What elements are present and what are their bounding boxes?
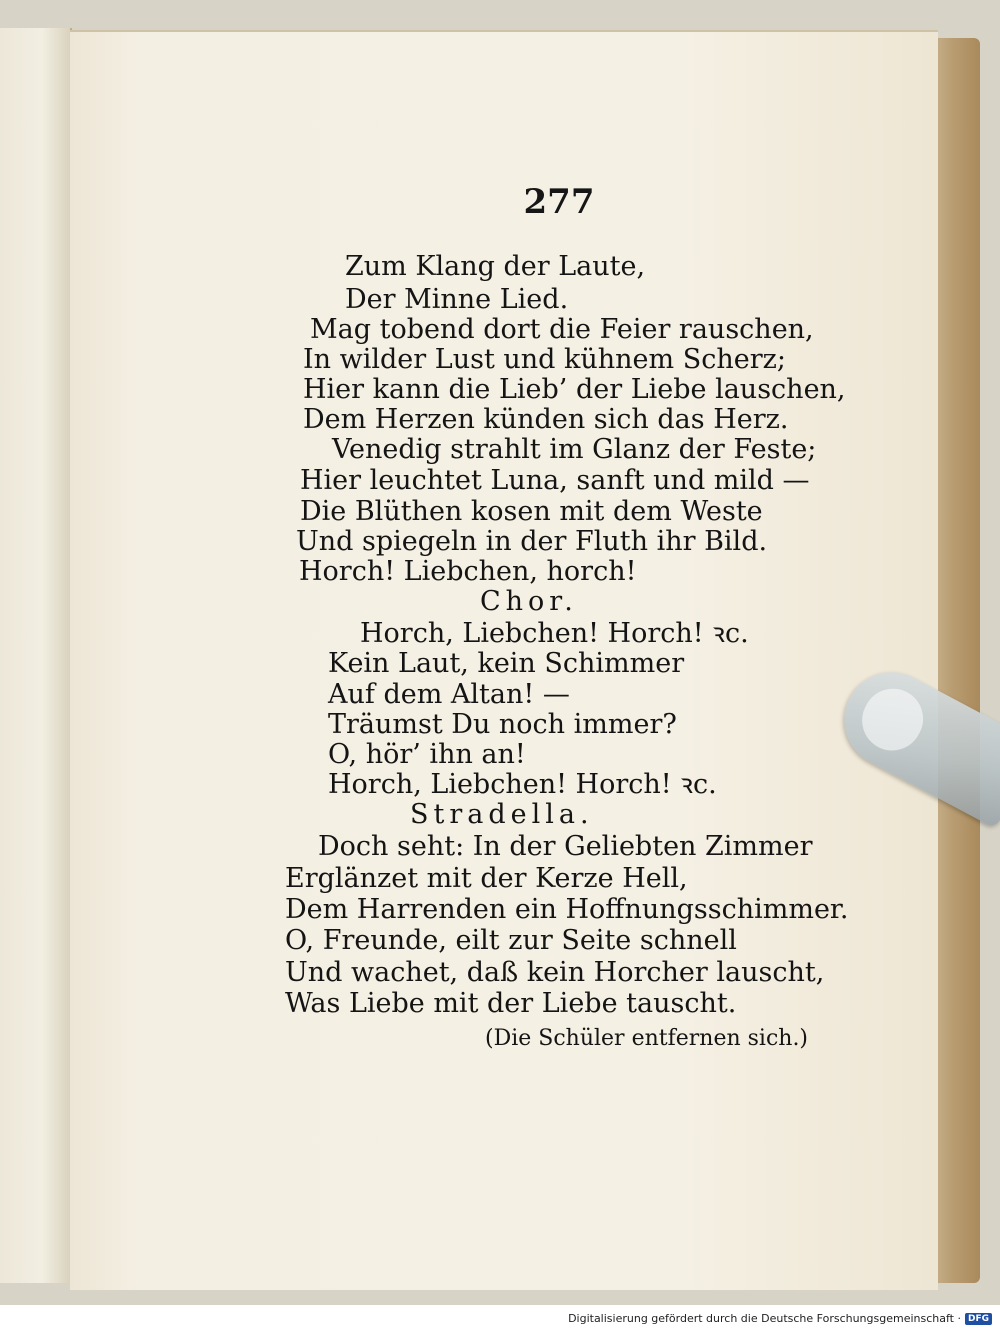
facing-page-edge [0,28,72,1283]
text-line: Zum Klang der Laute, [345,251,646,282]
stage-direction: (Die Schüler entfernen sich.) [485,1026,809,1051]
text-line: Was Liebe mit der Liebe tauscht. [285,988,737,1019]
text-line: Horch, Liebchen! Horch! ꝛc. [360,618,749,649]
text-line: Dem Harrenden ein Hoffnungsschimmer. [285,894,849,925]
text-line: Hier leuchtet Luna, sanft und mild — [300,465,810,496]
text-line: Und wachet, daß kein Horcher lauscht, [285,957,825,988]
text-line: Auf dem Altan! — [328,679,570,710]
text-line: Horch, Liebchen! Horch! ꝛc. [328,769,717,800]
text-line: O, hör’ ihn an! [328,739,526,770]
text-line: Und spiegeln in der Fluth ihr Bild. [296,526,768,557]
dfg-logo: DFG [965,1313,992,1325]
footer-credit: Digitalisierung gefördert durch die Deutsche Forschungsgemeinschaft · [568,1312,961,1325]
text-line: Träumst Du noch immer? [328,709,677,740]
text-line: Der Minne Lied. [345,284,569,315]
text-line: Doch seht: In der Geliebten Zimmer [318,831,813,862]
text-line: Mag tobend dort die Feier rauschen, [310,314,814,345]
book-page [70,30,938,1290]
text-line: Die Blüthen kosen mit dem Weste [300,496,763,527]
speaker-heading: Chor. [480,586,578,617]
text-line: O, Freunde, eilt zur Seite schnell [285,925,737,956]
speaker-heading: Stradella. [410,799,594,830]
text-line: In wilder Lust und kühnem Scherz; [303,344,786,375]
text-line: Dem Herzen künden sich das Herz. [303,404,789,435]
text-line: Venedig strahlt im Glanz der Feste; [332,434,817,465]
text-line: Erglänzet mit der Kerze Hell, [285,863,688,894]
text-line: Kein Laut, kein Schimmer [328,648,685,679]
text-line: Horch! Liebchen, horch! [299,556,637,587]
page-number: 277 [523,182,595,222]
text-line: Hier kann die Lieb’ der Liebe lauschen, [303,374,846,405]
clip-highlight [852,678,934,761]
digitization-footer [568,1312,992,1325]
